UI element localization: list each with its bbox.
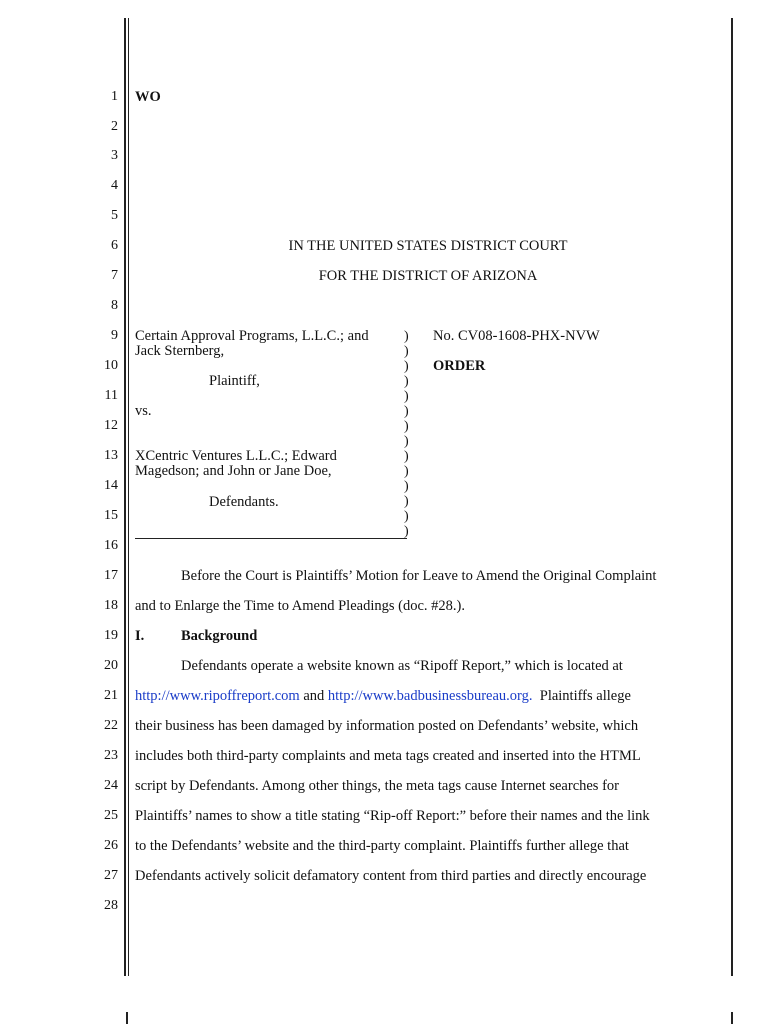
case-number: No. CV08-1608-PHX-NVW bbox=[433, 328, 600, 344]
left-margin-rule-inner bbox=[128, 18, 129, 976]
section-number: I. bbox=[135, 628, 145, 644]
line-number: 28 bbox=[104, 898, 118, 913]
line-number: 2 bbox=[111, 119, 118, 134]
line-number: 10 bbox=[104, 358, 118, 373]
versus: vs. bbox=[135, 403, 152, 419]
caption-paren: ) bbox=[404, 479, 409, 494]
background-line8: Defendants actively solicit defamatory content from third parties and directly encourage bbox=[135, 868, 647, 884]
next-page-left-rule bbox=[126, 1012, 128, 1024]
left-margin-rule-outer bbox=[124, 18, 126, 976]
caption-paren: ) bbox=[404, 524, 409, 539]
line-number: 9 bbox=[111, 328, 118, 343]
caption-paren: ) bbox=[404, 419, 409, 434]
line-number: 16 bbox=[104, 538, 118, 553]
line-number: 23 bbox=[104, 748, 118, 763]
caption-paren: ) bbox=[404, 404, 409, 419]
line-number: 22 bbox=[104, 718, 118, 733]
caption-paren: ) bbox=[404, 434, 409, 449]
intro-line2: and to Enlarge the Time to Amend Pleadings (doc. #28.). bbox=[135, 598, 465, 614]
line-number: 5 bbox=[111, 208, 118, 223]
section-title: Background bbox=[181, 628, 258, 644]
line-number: 6 bbox=[111, 238, 118, 253]
caption-paren: ) bbox=[404, 359, 409, 374]
caption-paren: ) bbox=[404, 389, 409, 404]
caption-paren: ) bbox=[404, 494, 409, 509]
right-margin-rule bbox=[731, 18, 733, 976]
caption-paren: ) bbox=[404, 509, 409, 524]
ripoffreport-link[interactable]: http://www.ripoffreport.com bbox=[135, 688, 300, 704]
line-number: 4 bbox=[111, 178, 118, 193]
line-number: 13 bbox=[104, 448, 118, 463]
background-line2-rest: Plaintiffs allege bbox=[532, 688, 631, 704]
line-number: 21 bbox=[104, 688, 118, 703]
line-number: 26 bbox=[104, 838, 118, 853]
line-number: 20 bbox=[104, 658, 118, 673]
plaintiff-role: Plaintiff, bbox=[209, 373, 260, 389]
line-number: 8 bbox=[111, 298, 118, 313]
intro-line1: Before the Court is Plaintiffs’ Motion for Leave to Amend the Original Complaint bbox=[181, 568, 657, 584]
caption-paren: ) bbox=[404, 464, 409, 479]
plaintiff-name-line2: Jack Sternberg, bbox=[135, 343, 225, 359]
line-number: 14 bbox=[104, 478, 118, 493]
line-number: 3 bbox=[111, 148, 118, 163]
defendant-name-line1: XCentric Ventures L.L.C.; Edward bbox=[135, 448, 337, 464]
defendant-name-line2: Magedson; and John or Jane Doe, bbox=[135, 463, 332, 479]
background-line7: to the Defendants’ website and the third-party complaint. Plaintiffs further allege that bbox=[135, 838, 629, 854]
line-number: 18 bbox=[104, 598, 118, 613]
line-number: 15 bbox=[104, 508, 118, 523]
background-line4: includes both third-party complaints and meta tags created and inserted into the HTML bbox=[135, 748, 641, 764]
caption-paren: ) bbox=[404, 374, 409, 389]
line-number: 1 bbox=[111, 89, 118, 104]
caption-paren: ) bbox=[404, 344, 409, 359]
header-code: WO bbox=[135, 89, 161, 105]
line-number: 27 bbox=[104, 868, 118, 883]
background-line1: Defendants operate a website known as “Ripoff Report,” which is located at bbox=[181, 658, 623, 674]
next-page-right-rule bbox=[731, 1012, 733, 1024]
caption-paren: ) bbox=[404, 449, 409, 464]
line-number: 7 bbox=[111, 268, 118, 283]
line-number: 11 bbox=[104, 388, 118, 403]
line-number: 12 bbox=[104, 418, 118, 433]
defendant-role: Defendants. bbox=[209, 494, 279, 510]
background-line5: script by Defendants. Among other things, the meta tags cause Internet searches for bbox=[135, 778, 619, 794]
background-line2 bbox=[135, 688, 631, 704]
background-line3: their business has been damaged by information posted on Defendants’ website, which bbox=[135, 718, 639, 734]
court-title-line1: IN THE UNITED STATES DISTRICT COURT bbox=[288, 238, 568, 254]
line-number: 17 bbox=[104, 568, 118, 583]
caption-paren: ) bbox=[404, 329, 409, 344]
badbusinessbureau-link[interactable]: http://www.badbusinessbureau.org. bbox=[327, 688, 533, 704]
line-number: 19 bbox=[104, 628, 118, 643]
caption-underline bbox=[135, 538, 407, 539]
line-number: 25 bbox=[104, 808, 118, 823]
background-line6: Plaintiffs’ names to show a title stating “Rip-off Report:” before their names and the link bbox=[135, 808, 650, 824]
document-title: ORDER bbox=[433, 358, 486, 374]
plaintiff-name-line1: Certain Approval Programs, L.L.C.; and bbox=[135, 328, 369, 344]
line-number: 24 bbox=[104, 778, 118, 793]
court-title-line2: FOR THE DISTRICT OF ARIZONA bbox=[318, 268, 538, 284]
and-word: and bbox=[299, 688, 328, 704]
